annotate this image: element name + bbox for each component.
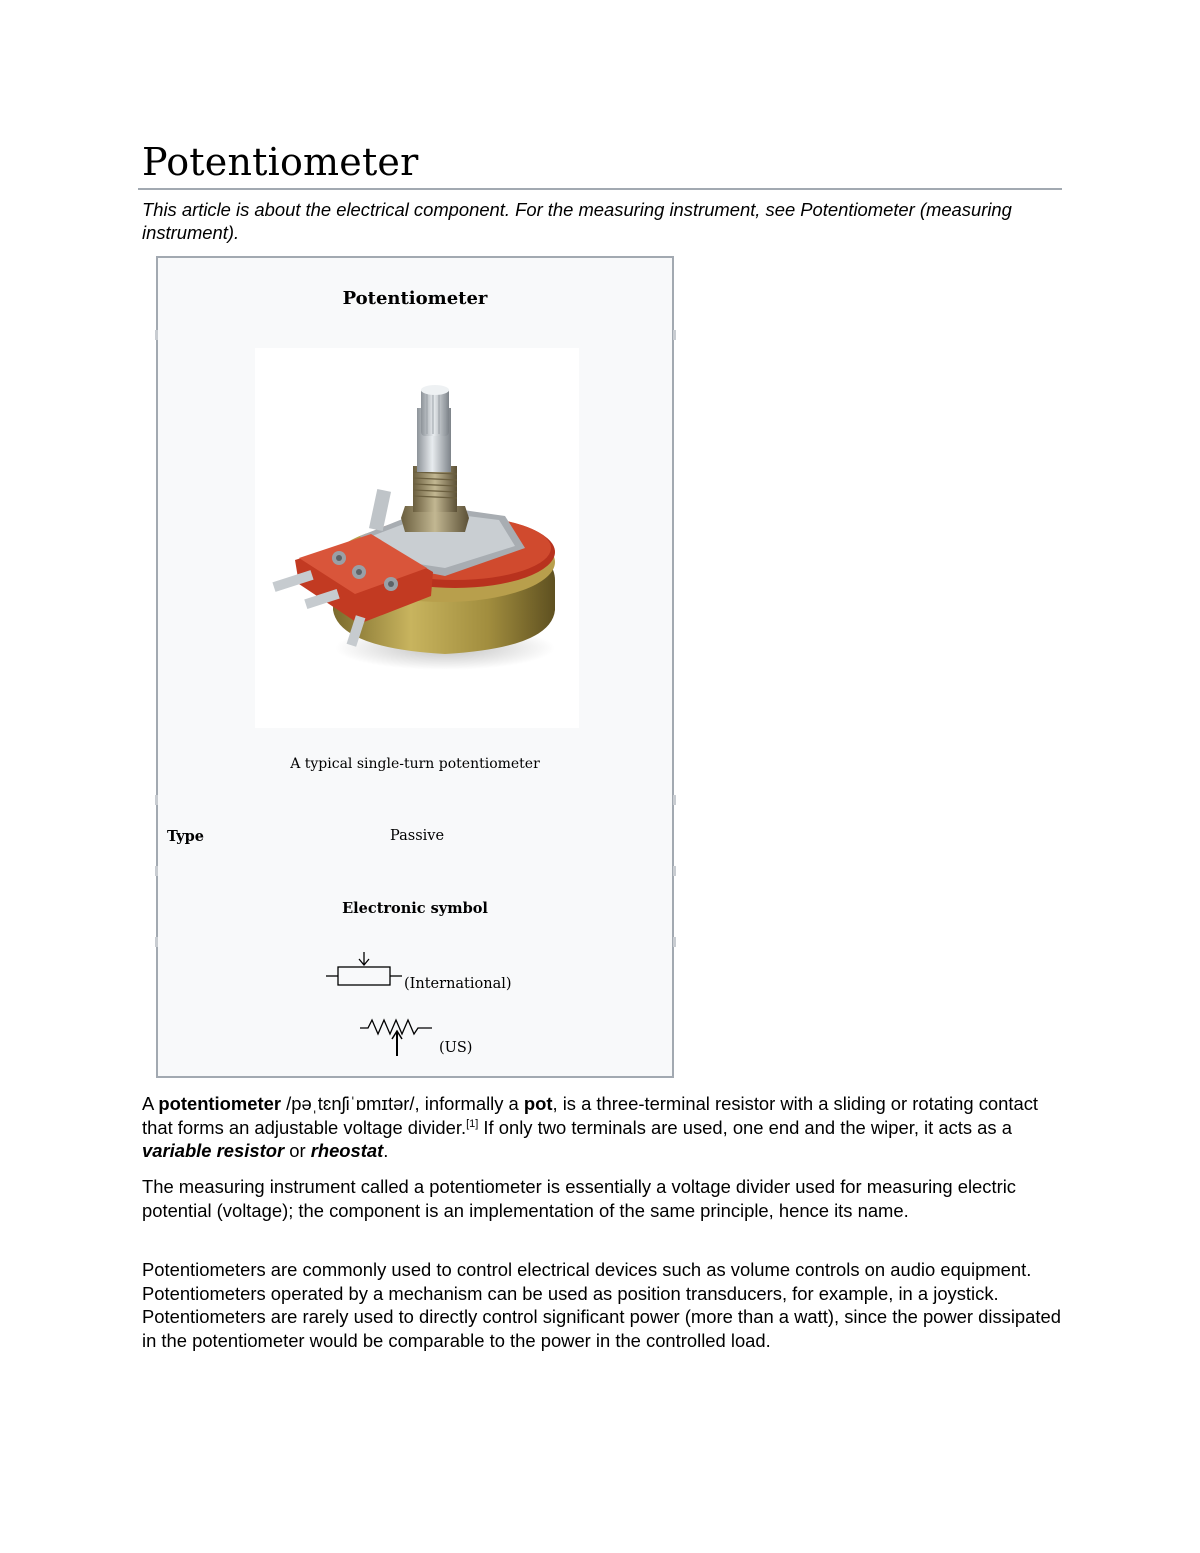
international-potentiometer-symbol	[326, 952, 406, 990]
infobox-row-mark	[155, 866, 158, 876]
infobox-symbol-heading: Electronic symbol	[342, 900, 488, 917]
reference-link[interactable]: [1]	[466, 1117, 479, 1130]
potentiometer-illustration	[255, 348, 579, 728]
us-potentiometer-symbol	[358, 1012, 438, 1058]
infobox-row-mark	[673, 330, 676, 340]
measuring-instrument-paragraph: The measuring instrument called a potentiometer is essentially a voltage divider used for measuring electric potential (voltage); the component is an implementation of the same principle, hence its name.	[142, 1176, 1016, 1221]
infobox-row-mark	[155, 937, 158, 947]
infobox-type-label: Type	[167, 828, 204, 845]
infobox-type-value: Passive	[390, 828, 445, 844]
infobox-row-mark	[155, 330, 158, 340]
text-run: .	[383, 1140, 389, 1161]
intro-paragraph	[142, 1092, 1062, 1163]
symbol-international-label: (International)	[404, 976, 512, 992]
infobox-row-mark	[155, 795, 158, 805]
text-run: , is a three-terminal resistor with a sliding or rotating contact that forms an adjustable voltage divider.	[142, 1093, 1038, 1138]
potentiometer-photo	[255, 348, 579, 728]
symbol-us-label: (US)	[439, 1040, 473, 1056]
link-rheostat[interactable]: rheostat	[310, 1140, 384, 1161]
text-run: /pəˌtɛnʃiˈɒmɪtər/, informally a	[281, 1093, 524, 1114]
infobox-title: Potentiometer	[342, 288, 488, 309]
usage-paragraph: Potentiometers are commonly used to control electrical devices such as volume controls on audio equipment. Potentiometers operated by a mechanism can be used as position transducers, for example, in a joystick. Potentiometers are rarely used to directly control significant power (more than a watt), since the power dissipated in the potentiometer would be comparable to the power in the controlled load.	[142, 1259, 1061, 1351]
title-underline	[138, 188, 1062, 190]
infobox	[156, 256, 674, 1078]
bold-term-potentiometer: potentiometer	[158, 1093, 281, 1114]
infobox-row-mark	[673, 866, 676, 876]
infobox-image-caption: A typical single-turn potentiometer	[290, 756, 540, 772]
page-title: Potentiometer	[142, 140, 419, 184]
text-run: or	[284, 1140, 311, 1161]
infobox-row-mark	[673, 795, 676, 805]
hatnote: This article is about the electrical component. For the measuring instrument, see Potentiometer (measuring instrument).	[142, 199, 1012, 243]
bold-term-pot: pot	[523, 1093, 553, 1114]
text-run: A	[142, 1093, 159, 1114]
text-run: If only two terminals are used, one end and the wiper, it acts as a	[478, 1116, 1012, 1138]
link-variable-resistor[interactable]: variable resistor	[142, 1140, 285, 1161]
infobox-row-mark	[673, 937, 676, 947]
